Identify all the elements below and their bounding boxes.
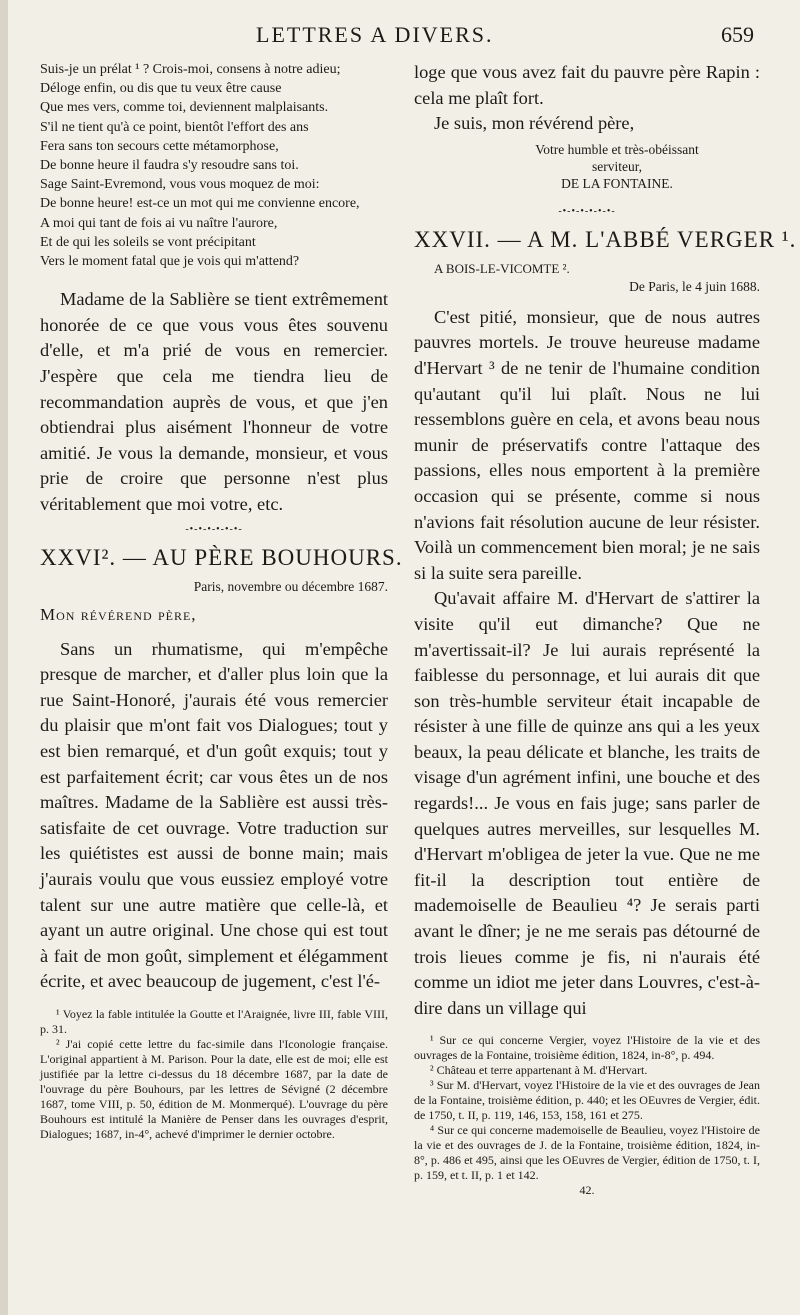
paragraph: Madame de la Sablière se tient extrêmement honorée de ce que vous vous êtes souvenu d'elle, et m'a prié de vous en remercier. J'espère que cela me tiendra lieu de recommandation auprès de vous, et que j'en obtiendrai plus aisément l'honneur de votre amitié. Je vous la demande, monsieur, et vous prie de croire que personne n'est plus véritablement que moi votre, etc. — [40, 289, 388, 514]
verse-line: S'il ne tient qu'à ce point, bientôt l'effort des ans — [40, 119, 309, 135]
letter-heading: XXVI². — AU PÈRE BOUHOURS. — [40, 544, 403, 570]
verse-line: Suis-je un prélat ¹ ? Crois-moi, consens à notre adieu; — [40, 62, 341, 77]
verse-line: Fera sans ton secours cette métamorphose, — [40, 138, 279, 154]
verse-line: De bonne heure il faudra s'y resoudre sans toi. — [40, 158, 299, 174]
ornament-divider: -•-•-•-•-•-•- — [185, 523, 243, 535]
dateline: De Paris, le 4 juin 1688. — [629, 278, 760, 294]
running-head — [0, 22, 800, 48]
letter-place: A BOIS-LE-VICOMTE ². — [434, 260, 570, 276]
running-head-title: LETTRES A DIVERS. — [256, 22, 494, 47]
signature-line: Votre humble et très-obéissant — [535, 141, 699, 157]
paragraph: C'est pitié, monsieur, que de nous autres pauvres mortels. Je trouve heureuse madame d'Hervart ³ de ne tenir de l'humaine condition qu'autant qu'il lui plaît. Nous ne lui ressemblons guère en cela, et avons beau nous munir de préservatifs contre l'attaque des passions, elles nous emportent à la première occasion qui se présente, comme si nous n'avions fait résolution aucune de leur résister. Voilà un commencement bien moral; je ne sais si la suite sera pareille. — [414, 306, 760, 583]
signature-line: serviteur, — [591, 158, 643, 174]
footnote: ⁴ Sur ce qui concerne mademoiselle de Beaulieu, voyez l'Histoire de la vie et des ouvrages de J. de la Fontaine, troisième édition, 1824, in-8°, p. 486 et 495, ainsi que les OEuvres de Vergier, édition de 1750, t. I, p. 159, et t. II, p. 1 et 142. — [414, 1123, 760, 1183]
footnote: ² Château et terre appartenant à M. d'Hervart. — [430, 1063, 648, 1078]
ornament-divider: -•-•-•-•-•-•- — [558, 205, 616, 217]
verse-line: Et de qui les soleils se vont précipitant — [40, 234, 256, 250]
page-number: 659 — [721, 22, 754, 47]
signature-mark: 42. — [579, 1183, 595, 1198]
verse-line: Déloge enfin, ou dis que tu veux être cause — [40, 81, 282, 97]
footnote: ¹ Sur ce qui concerne Vergier, voyez l'Histoire de la vie et des ouvrages de la Fontaine, troisième édition, 1824, in-8°, p. 494. — [414, 1033, 760, 1063]
right-column — [414, 60, 797, 1198]
footnotes — [40, 1007, 388, 1142]
footnote: ¹ Voyez la fable intitulée la Goutte et l'Araignée, livre III, fable VIII, p. 31. — [40, 1006, 388, 1036]
footnotes — [414, 1033, 760, 1198]
left-column — [40, 60, 403, 1142]
salutation: Mon révérend père, — [40, 604, 197, 624]
signature-block — [474, 141, 760, 192]
letter-heading: XXVII. — A M. L'ABBÉ VERGER ¹. — [414, 226, 797, 252]
verse-line: De bonne heure! est-ce un mot qui me convienne encore, — [40, 196, 360, 212]
footnote: ² J'ai copié cette lettre du fac-simile dans l'Iconologie française. L'original appartient à M. Parison. Pour la date, elle est de moi; elle est justifiée par la lettre ci-dessus du 18 décembre 1687, par la date de l'ouvrage du père Bouhours, par les lettres de Sévigné (2 décembre 1687, tome VIII, p. 50, édition de M. Monmerqué). L'ouvrage du père Bouhours est intitulé la Manière de Penser dans les ouvrages d'esprit, Dialogues; 1687, in-4°, achevé d'imprimer le dernier octobre. — [40, 1036, 388, 1141]
paragraph: loge que vous avez fait du pauvre père Rapin : cela me plaît fort. — [414, 62, 760, 108]
signature-name: DE LA FONTAINE. — [561, 175, 673, 191]
verse-block — [40, 60, 388, 271]
verse-line: Que mes vers, comme toi, deviennent malplaisants. — [40, 100, 329, 116]
verse-line: Vers le moment fatal que je vois qui m'attend? — [40, 254, 300, 270]
verse-line: A moi qui tant de fois ai vu naître l'aurore, — [40, 215, 278, 231]
paragraph: Sans un rhumatisme, qui m'empêche presque de marcher, et d'aller plus loin que la rue Saint-Honoré, j'aurais été vous remercier du plaisir que m'ont fait vos Dialogues; tout y est bien remarqué, et d'un goût exquis; tout y est parfaitement écrit; car vous êtes un de nos maîtres. Madame de la Sablière est aussi très-satisfaite de cet ouvrage. Votre traduction sur les quiétistes est aussi de bonne main; mais j'aurais voulu que vous eussiez employé votre talent sur une autre matière que celle-là, et ayant un autre original. Une chose qui est tout à fait de mon goût, simplement et élégamment écrite, et avec beaucoup de jugement, c'est l'é- — [40, 638, 388, 992]
closing-line: Je suis, mon révérend père, — [434, 113, 635, 134]
paragraph: Qu'avait affaire M. d'Hervart de s'attirer la visite qu'il eut dimanche? Que ne m'avertissait-il? Je lui aurais représenté la faiblesse du personnage, et lui aurais dit que son très-humble serviteur était incapable de résister à une fille de quinze ans qui a les yeux beaux, la peau délicate et blanche, les traits de visage d'un agrément infini, une bouche et des regards!... Je vous en fais juge; sans parler de quelques autres merveilles, sur lesquelles M. d'Hervart m'obligea de jeter la vue. Que ne me fit-il la description tout entière de mademoiselle de Beaulieu ⁴? Je serais parti avant le dîner; je ne me serais pas détourné de trois lieues comme je fis, ni n'aurais été comme un idiot me jeter dans Louvres, c'est-à-dire dans un village qui — [414, 588, 760, 1018]
dateline: Paris, novembre ou décembre 1687. — [193, 578, 388, 594]
footnote: ³ Sur M. d'Hervart, voyez l'Histoire de la vie et des ouvrages de Jean de la Fontaine, troisième édition, p. 440; et les OEuvres de Vergier, édit. de 1750, t. II, p. 119, 146, 153, 158, 161 et 275. — [414, 1078, 760, 1123]
verse-line: Sage Saint-Evremond, vous vous moquez de moi: — [40, 177, 320, 193]
